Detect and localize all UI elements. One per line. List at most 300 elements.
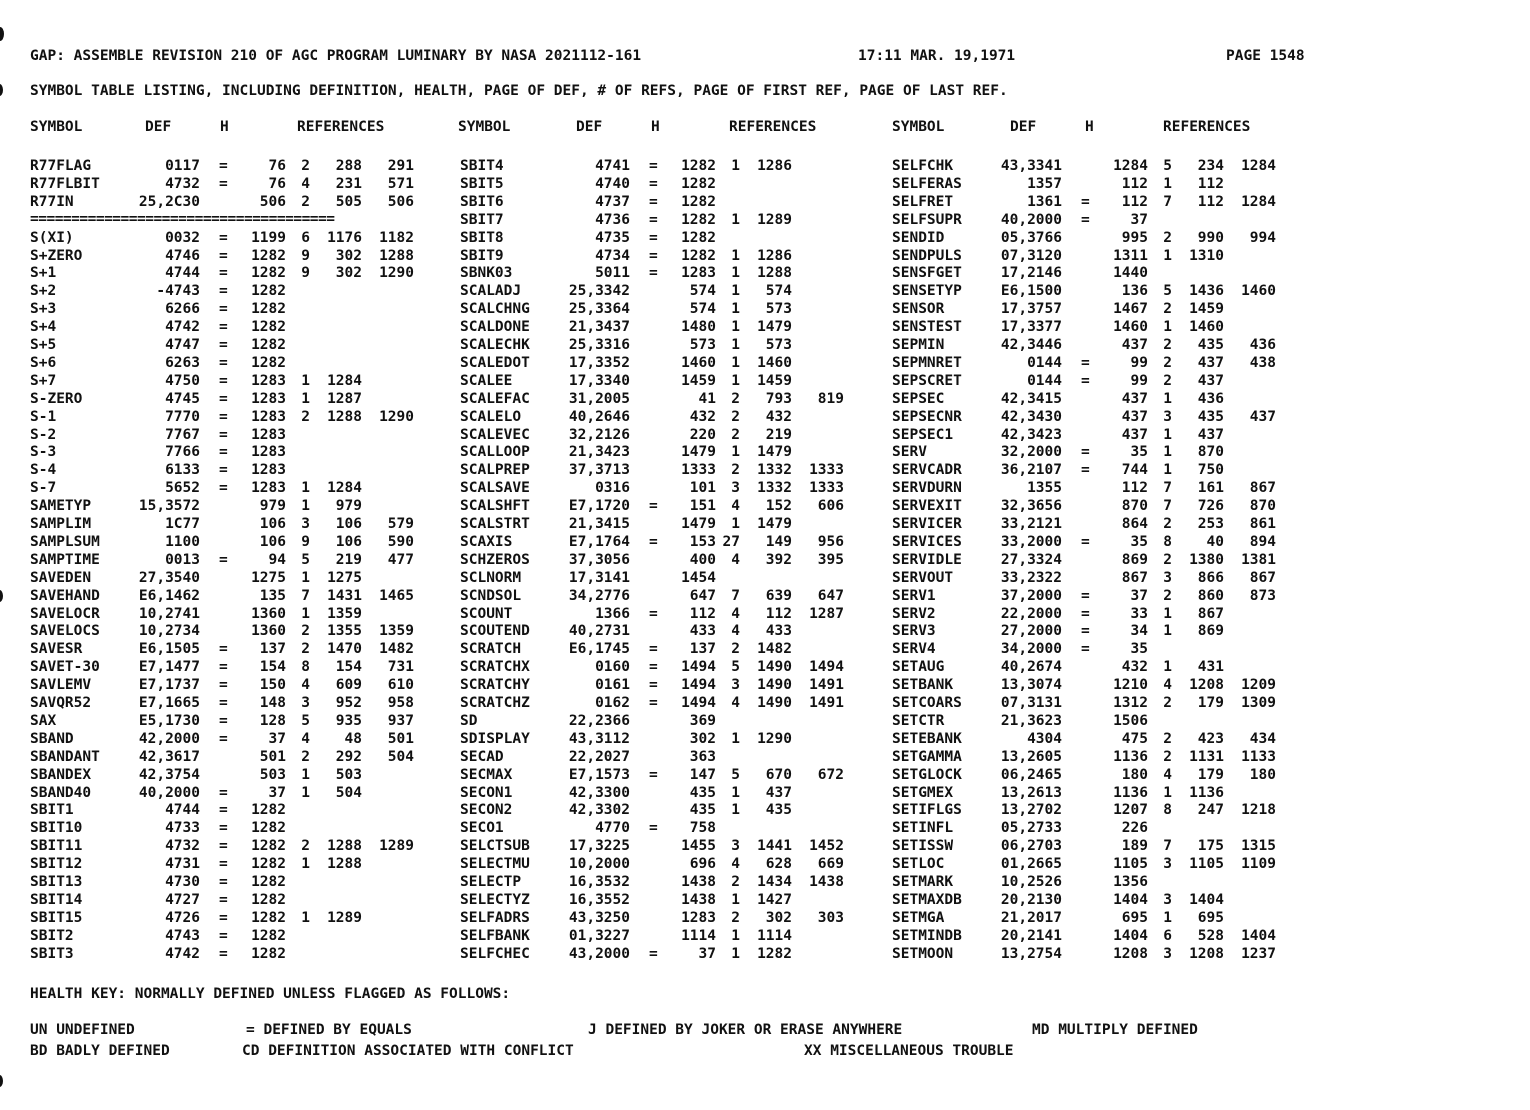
symbol-name: SAVESR — [30, 641, 83, 658]
symbol-ref-count: 8 — [1163, 802, 1172, 819]
symbol-def: -4743 — [156, 283, 200, 300]
table-row — [0, 784, 1530, 802]
symbol-ref-count: 1 — [301, 480, 310, 497]
symbol-last-ref: 1109 — [1241, 856, 1276, 873]
symbol-health: = — [219, 301, 228, 318]
health-key-item: J DEFINED BY JOKER OR ERASE ANYWHERE — [588, 1022, 903, 1038]
table-row — [0, 766, 1530, 784]
symbol-name: SETBANK — [892, 677, 954, 694]
table-row — [0, 318, 1530, 336]
symbol-last-ref: 1333 — [809, 462, 844, 479]
symbol-name: SENSOR — [892, 301, 945, 318]
symbol-def: 4737 — [595, 193, 630, 210]
symbol-ref-count: 4 — [731, 551, 740, 568]
symbol-name: SELFBANK — [460, 927, 530, 944]
symbol-ref-count: 1 — [301, 856, 310, 873]
symbol-first-ref: 952 — [335, 695, 362, 711]
symbol-def: 4734 — [595, 247, 630, 264]
symbol-first-ref: 1284 — [327, 372, 362, 389]
symbol-health: = — [649, 158, 658, 174]
symbol-health: = — [219, 641, 228, 658]
col-header-h: H — [1085, 119, 1094, 135]
symbol-def: 43,2000 — [568, 945, 630, 962]
symbol-def: 33,2121 — [1000, 516, 1062, 532]
symbol-health: = — [1081, 372, 1090, 389]
symbol-name: SELECTMU — [460, 856, 530, 873]
health-key-title: HEALTH KEY: NORMALLY DEFINED UNLESS FLAGGED AS FOLLOWS: — [30, 986, 511, 1002]
symbol-def: 4740 — [595, 175, 630, 192]
symbol-def: 1C77 — [165, 516, 200, 532]
symbol-name: S+2 — [30, 283, 57, 300]
symbol-ref-count: 1 — [731, 891, 740, 908]
symbol-def: 5652 — [165, 480, 200, 497]
symbol-first-ref: 1288 — [327, 838, 362, 855]
symbol-name: SCALLOOP — [460, 444, 530, 461]
symbol-name: SENDPULS — [892, 247, 962, 264]
symbol-def-page: 180 — [1121, 766, 1148, 783]
symbol-last-ref: 731 — [387, 659, 414, 676]
symbol-ref-count: 1 — [731, 211, 740, 228]
symbol-ref-count: 2 — [1163, 730, 1172, 747]
symbol-def: 20,2130 — [1000, 891, 1062, 908]
symbol-def-page: 432 — [1121, 659, 1148, 676]
symbol-ref-count: 1 — [301, 909, 310, 926]
symbol-def: 40,2646 — [568, 408, 630, 425]
symbol-first-ref: 1310 — [1189, 247, 1224, 264]
symbol-name: SAMPTIME — [30, 551, 100, 568]
symbol-first-ref: 179 — [1197, 766, 1224, 783]
symbol-name: SAVELOCS — [30, 623, 100, 640]
symbol-def-page: 94 — [268, 551, 286, 568]
symbol-def-page: 363 — [689, 748, 716, 765]
symbol-ref-count: 1 — [731, 945, 740, 962]
symbol-name: SBAND40 — [30, 784, 92, 801]
symbol-def: 17,3352 — [568, 354, 630, 371]
symbol-def-page: 112 — [1121, 193, 1148, 210]
symbol-ref-count: 1 — [731, 354, 740, 371]
symbol-first-ref: 573 — [765, 337, 792, 353]
symbol-def-page: 437 — [1121, 426, 1148, 443]
symbol-def: 1355 — [1027, 480, 1062, 497]
symbol-def-page: 695 — [1121, 909, 1148, 926]
symbol-last-ref: 291 — [387, 158, 414, 174]
symbol-def-page: 1283 — [681, 265, 716, 282]
symbol-name: SETMOON — [892, 945, 954, 962]
symbol-ref-count: 2 — [301, 193, 310, 210]
symbol-name: SECON1 — [460, 784, 513, 801]
symbol-ref-count: 3 — [731, 838, 740, 855]
symbol-first-ref: 175 — [1197, 838, 1224, 855]
symbol-last-ref: 1460 — [1241, 283, 1276, 300]
symbol-health: = — [1081, 533, 1090, 550]
symbol-def: 13,2613 — [1000, 784, 1062, 801]
symbol-name: SELFERAS — [892, 175, 962, 192]
page-number: PAGE 1548 — [1226, 48, 1305, 64]
symbol-health: = — [219, 909, 228, 926]
symbol-def-page: 433 — [689, 623, 716, 640]
symbol-def: 43,3112 — [568, 730, 630, 747]
table-row — [0, 157, 1530, 175]
symbol-def: 0013 — [165, 551, 200, 568]
symbol-first-ref: 432 — [765, 408, 792, 425]
symbol-health: = — [219, 372, 228, 389]
symbol-def-page: 1454 — [681, 569, 716, 586]
symbol-ref-count: 1 — [731, 730, 740, 747]
symbol-first-ref: 1288 — [757, 265, 792, 282]
symbol-ref-count: 2 — [731, 641, 740, 658]
symbol-def: E6,1505 — [138, 641, 200, 658]
symbol-def: 4730 — [165, 874, 200, 890]
symbol-name: S+3 — [30, 301, 57, 318]
table-row — [0, 515, 1530, 533]
symbol-health: = — [649, 695, 658, 711]
symbol-first-ref: 179 — [1197, 695, 1224, 711]
symbol-name: SBIT7 — [460, 211, 504, 228]
symbol-def-page: 744 — [1121, 462, 1148, 479]
symbol-name: SCRATCHY — [460, 677, 530, 694]
symbol-def-page: 112 — [1121, 480, 1148, 497]
symbol-def-page: 1455 — [681, 838, 716, 855]
symbol-health: = — [219, 820, 228, 837]
symbol-health: = — [649, 229, 658, 246]
symbol-ref-count: 3 — [1163, 408, 1172, 425]
symbol-def: 6263 — [165, 354, 200, 371]
table-row — [0, 426, 1530, 444]
table-row — [0, 945, 1530, 963]
symbol-def-page: 1282 — [251, 891, 286, 908]
symbol-name: SCOUTEND — [460, 623, 530, 640]
symbol-def: E5,1730 — [138, 712, 200, 729]
table-row — [0, 587, 1530, 605]
symbol-health: = — [219, 891, 228, 908]
symbol-ref-count: 4 — [301, 730, 310, 747]
symbol-def-page: 1282 — [251, 337, 286, 353]
symbol-name: SETMINDB — [892, 927, 962, 944]
symbol-def-page: 1467 — [1113, 301, 1148, 318]
symbol-name: SCALSTRT — [460, 516, 530, 532]
symbol-def-page: 1284 — [1113, 158, 1148, 174]
table-row — [0, 264, 1530, 282]
table-row — [0, 193, 1530, 211]
symbol-name: SERV — [892, 444, 927, 461]
symbol-ref-count: 1 — [1163, 605, 1172, 622]
symbol-ref-count: 2 — [1163, 337, 1172, 353]
health-key-item: = DEFINED BY EQUALS — [246, 1022, 412, 1038]
symbol-last-ref: 437 — [1249, 408, 1276, 425]
symbol-def-page: 1282 — [251, 301, 286, 318]
symbol-name: SBIT1 — [30, 802, 74, 819]
symbol-first-ref: 1427 — [757, 891, 792, 908]
symbol-name: SENDID — [892, 229, 945, 246]
symbol-def: 0144 — [1027, 372, 1062, 389]
symbol-def-page: 437 — [1121, 337, 1148, 353]
symbol-def: 7767 — [165, 426, 200, 443]
symbol-name: SETIFLGS — [892, 802, 962, 819]
col-header-h: H — [651, 119, 660, 135]
symbol-name: S-ZERO — [30, 390, 83, 407]
symbol-health: = — [219, 319, 228, 336]
symbol-first-ref: 1431 — [327, 587, 362, 604]
symbol-name: SBIT11 — [30, 838, 83, 855]
symbol-name: SCALECHK — [460, 337, 530, 353]
symbol-def: 42,3415 — [1000, 390, 1062, 407]
symbol-ref-count: 1 — [1163, 462, 1172, 479]
symbol-name: SCALSAVE — [460, 480, 530, 497]
symbol-ref-count: 1 — [301, 784, 310, 801]
header-title: GAP: ASSEMBLE REVISION 210 OF AGC PROGRAM LUMINARY BY NASA 2021112-161 — [30, 48, 642, 64]
symbol-name: SECON2 — [460, 802, 513, 819]
symbol-ref-count: 1 — [731, 319, 740, 336]
symbol-def-page: 1208 — [1113, 945, 1148, 962]
symbol-ref-count: 3 — [301, 695, 310, 711]
symbol-ref-count: 1 — [731, 516, 740, 532]
symbol-ref-count: 1 — [731, 337, 740, 353]
symbol-def: 16,3532 — [568, 874, 630, 890]
symbol-def: 4304 — [1027, 730, 1062, 747]
symbol-def: 42,3446 — [1000, 337, 1062, 353]
symbol-first-ref: 628 — [765, 856, 792, 873]
symbol-ref-count: 3 — [1163, 891, 1172, 908]
symbol-def: 7766 — [165, 444, 200, 461]
symbol-def-page: 506 — [259, 193, 286, 210]
table-row — [0, 461, 1530, 479]
symbol-first-ref: 1490 — [757, 659, 792, 676]
symbol-def: E6,1462 — [138, 587, 200, 604]
symbol-ref-count: 2 — [731, 462, 740, 479]
symbol-health: = — [649, 677, 658, 694]
col-header-def: DEF — [145, 119, 172, 135]
symbol-first-ref: 436 — [1197, 390, 1224, 407]
symbol-def-page: 1333 — [681, 462, 716, 479]
symbol-def-page: 400 — [689, 551, 716, 568]
symbol-last-ref: 506 — [387, 193, 414, 210]
symbol-def-page: 35 — [1130, 444, 1148, 461]
symbol-first-ref: 1441 — [757, 838, 792, 855]
symbol-def-page: 99 — [1130, 354, 1148, 371]
symbol-first-ref: 437 — [1197, 354, 1224, 371]
symbol-def: 37,3713 — [568, 462, 630, 479]
symbol-ref-count: 4 — [301, 677, 310, 694]
symbol-first-ref: 234 — [1197, 158, 1224, 174]
symbol-first-ref: 435 — [765, 802, 792, 819]
symbol-def-page: 137 — [689, 641, 716, 658]
symbol-def: 27,3324 — [1000, 551, 1062, 568]
symbol-name: SCALEE — [460, 372, 513, 389]
symbol-def: 4726 — [165, 909, 200, 926]
symbol-def: 0316 — [595, 480, 630, 497]
symbol-def-page: 37 — [268, 730, 286, 747]
symbol-def: 4742 — [165, 945, 200, 962]
symbol-name: SBIT5 — [460, 175, 504, 192]
symbol-first-ref: 152 — [765, 498, 792, 515]
symbol-name: SAVET-30 — [30, 659, 100, 676]
symbol-name: SEPSEC — [892, 390, 945, 407]
symbol-def-page: 1282 — [251, 927, 286, 944]
table-row — [0, 229, 1530, 247]
symbol-last-ref: 819 — [817, 390, 844, 407]
symbol-last-ref: 477 — [387, 551, 414, 568]
symbol-health: = — [219, 408, 228, 425]
symbol-def-page: 1460 — [1113, 319, 1148, 336]
symbol-ref-count: 2 — [1163, 372, 1172, 389]
symbol-name: SERVEXIT — [892, 498, 962, 515]
symbol-def-page: 151 — [689, 498, 716, 515]
symbol-def: 4747 — [165, 337, 200, 353]
symbol-health: = — [649, 193, 658, 210]
symbol-first-ref: 1470 — [327, 641, 362, 658]
symbol-ref-count: 1 — [731, 158, 740, 174]
symbol-first-ref: 869 — [1197, 623, 1224, 640]
col-header-h: H — [220, 119, 229, 135]
symbol-def: 01,3227 — [568, 927, 630, 944]
symbol-def: 42,3430 — [1000, 408, 1062, 425]
symbol-def-page: 1282 — [251, 838, 286, 855]
symbol-ref-count: 4 — [731, 623, 740, 640]
symbol-name: SCALEVEC — [460, 426, 530, 443]
symbol-ref-count: 4 — [1163, 766, 1172, 783]
symbol-def-page: 1282 — [251, 283, 286, 300]
symbol-last-ref: 1359 — [379, 623, 414, 640]
symbol-first-ref: 1490 — [757, 677, 792, 694]
symbol-def-page: 1207 — [1113, 802, 1148, 819]
symbol-def-page: 573 — [689, 337, 716, 353]
symbol-name: SETEBANK — [892, 730, 962, 747]
symbol-def-page: 1404 — [1113, 927, 1148, 944]
symbol-first-ref: 726 — [1197, 498, 1224, 515]
symbol-def: 42,3423 — [1000, 426, 1062, 443]
symbol-first-ref: 1176 — [327, 229, 362, 246]
symbol-first-ref: 1479 — [757, 444, 792, 461]
symbol-def: 27,3540 — [138, 569, 200, 586]
symbol-last-ref: 672 — [817, 766, 844, 783]
symbol-first-ref: 1404 — [1189, 891, 1224, 908]
symbol-name: SBIT6 — [460, 193, 504, 210]
symbol-name: SCALELO — [460, 408, 522, 425]
symbol-ref-count: 1 — [731, 784, 740, 801]
symbol-health: = — [219, 444, 228, 461]
health-key-item: BD BADLY DEFINED — [30, 1043, 170, 1059]
symbol-def: 17,3340 — [568, 372, 630, 389]
symbol-first-ref: 106 — [335, 516, 362, 532]
symbol-def: 4770 — [595, 820, 630, 837]
symbol-ref-count: 7 — [1163, 498, 1172, 515]
symbol-name: SERVICES — [892, 533, 962, 550]
symbol-health: = — [219, 784, 228, 801]
symbol-first-ref: 112 — [1197, 175, 1224, 192]
symbol-last-ref: 434 — [1249, 730, 1276, 747]
symbol-name: SBIT15 — [30, 909, 83, 926]
symbol-health: = — [649, 533, 658, 550]
symbol-health: = — [219, 712, 228, 729]
col-header-def: DEF — [1010, 119, 1037, 135]
table-row — [0, 354, 1530, 372]
symbol-def: 34,2000 — [1000, 641, 1062, 658]
symbol-def: 42,3300 — [568, 784, 630, 801]
symbol-name: SCNDSOL — [460, 587, 522, 604]
symbol-def: 15,3572 — [138, 498, 200, 515]
symbol-ref-count: 1 — [731, 444, 740, 461]
symbol-name: SETCOARS — [892, 695, 962, 711]
symbol-def: 10,2734 — [138, 623, 200, 640]
symbol-def-page: 870 — [1121, 498, 1148, 515]
col-header-references: REFERENCES — [1163, 119, 1251, 135]
symbol-ref-count: 2 — [731, 874, 740, 890]
symbol-def-page: 1479 — [681, 444, 716, 461]
symbol-ref-count: 7 — [1163, 193, 1172, 210]
symbol-first-ref: 528 — [1197, 927, 1224, 944]
symbol-name: SECO1 — [460, 820, 504, 837]
symbol-ref-count: 5 — [301, 551, 310, 568]
symbol-last-ref: 958 — [387, 695, 414, 711]
symbol-def-page: 37 — [268, 784, 286, 801]
symbol-first-ref: 1114 — [757, 927, 792, 944]
health-key-item: CD DEFINITION ASSOCIATED WITH CONFLICT — [242, 1043, 574, 1059]
symbol-def-page: 153 — [689, 533, 716, 550]
symbol-name: SCALDONE — [460, 319, 530, 336]
table-row — [0, 372, 1530, 390]
symbol-def: 10,2526 — [1000, 874, 1062, 890]
symbol-last-ref: 1209 — [1241, 677, 1276, 694]
symbol-def-page: 501 — [259, 748, 286, 765]
symbol-health: = — [1081, 354, 1090, 371]
symbol-first-ref: 1289 — [327, 909, 362, 926]
symbol-name: SECAD — [460, 748, 504, 765]
symbol-name: SENSETYP — [892, 283, 962, 300]
symbol-first-ref: 1289 — [757, 211, 792, 228]
table-row — [0, 819, 1530, 837]
symbol-ref-count: 9 — [301, 533, 310, 550]
symbol-last-ref: 1315 — [1241, 838, 1276, 855]
symbol-last-ref: 1133 — [1241, 748, 1276, 765]
symbol-def-page: 35 — [1130, 533, 1148, 550]
symbol-health: = — [219, 730, 228, 747]
symbol-def-page: 1282 — [681, 229, 716, 246]
symbol-def: 1366 — [595, 605, 630, 622]
symbol-ref-count: 1 — [1163, 319, 1172, 336]
symbol-name: SCOUNT — [460, 605, 513, 622]
symbol-first-ref: 437 — [1197, 426, 1224, 443]
symbol-def: 37,2000 — [1000, 587, 1062, 604]
symbol-def: 1357 — [1027, 175, 1062, 192]
symbol-name: SETGLOCK — [892, 766, 962, 783]
symbol-name: SCRATCHX — [460, 659, 530, 676]
symbol-name: SETGAMMA — [892, 748, 962, 765]
table-row — [0, 247, 1530, 265]
symbol-ref-count: 4 — [1163, 677, 1172, 694]
symbol-def-page: 864 — [1121, 516, 1148, 532]
symbol-def-page: 106 — [259, 533, 286, 550]
binder-hole — [0, 27, 4, 41]
table-row — [0, 748, 1530, 766]
symbol-def: 06,2703 — [1000, 838, 1062, 855]
symbol-def: 4735 — [595, 229, 630, 246]
symbol-def: 25,3342 — [568, 283, 630, 300]
symbol-first-ref: 112 — [1197, 193, 1224, 210]
symbol-ref-count: 8 — [301, 659, 310, 676]
symbol-first-ref: 431 — [1197, 659, 1224, 676]
symbol-last-ref: 956 — [817, 533, 844, 550]
symbol-def-page: 41 — [698, 390, 716, 407]
symbol-name: SERV4 — [892, 641, 936, 658]
symbol-first-ref: 231 — [335, 175, 362, 192]
symbol-ref-count: 4 — [731, 856, 740, 873]
symbol-last-ref: 1494 — [809, 659, 844, 676]
symbol-def-page: 1282 — [251, 945, 286, 962]
symbol-ref-count: 1 — [301, 766, 310, 783]
symbol-def: 43,3250 — [568, 909, 630, 926]
symbol-health: = — [219, 838, 228, 855]
symbol-last-ref: 590 — [387, 533, 414, 550]
